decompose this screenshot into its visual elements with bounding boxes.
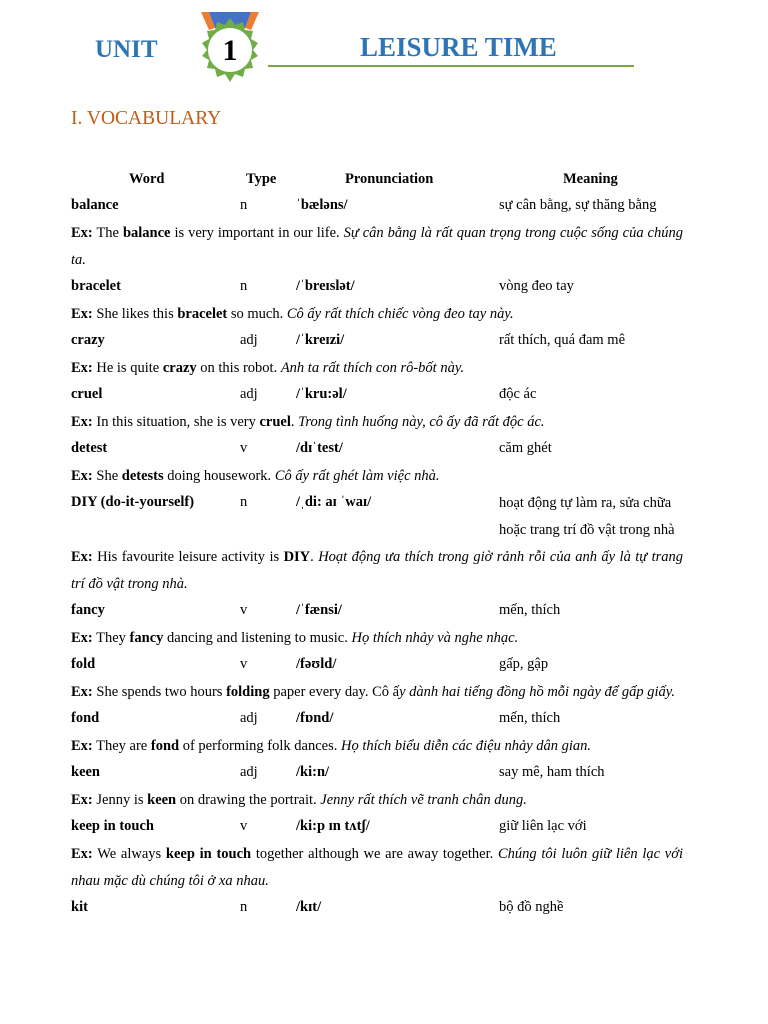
example-translation: y dành hai tiếng đồng hồ mỗi ngày để gấp giấy. <box>399 684 675 700</box>
type-cell: n <box>240 278 248 294</box>
example-sentence <box>71 544 683 598</box>
example-keyword: keen <box>147 792 177 808</box>
vocab-row <box>71 652 683 679</box>
example-label: Ex: <box>71 846 93 862</box>
example-sentence <box>71 355 683 382</box>
pronunciation-cell: /fɒnd/ <box>296 710 334 726</box>
type-cell: adj <box>240 386 258 402</box>
meaning-cell: bộ đồ nghề <box>499 899 564 915</box>
example-translation: Anh ta rất thích con rô-bốt này. <box>280 360 465 376</box>
example-sentence <box>71 220 683 274</box>
word-cell: cruel <box>71 386 103 402</box>
unit-number: 1 <box>222 34 238 67</box>
vocab-row <box>71 490 683 544</box>
word-cell: detest <box>71 440 108 456</box>
example-label: Ex: <box>71 792 93 808</box>
example-text-before: They are <box>96 738 151 754</box>
example-keyword: bracelet <box>177 306 228 322</box>
example-label: Ex: <box>71 225 93 241</box>
example-text-before: She <box>96 468 122 484</box>
example-translation: Cô ấy rất ghét làm việc nhà. <box>274 468 440 484</box>
section-heading: I. VOCABULARY <box>71 108 222 129</box>
example-sentence <box>71 409 683 436</box>
pronunciation-cell: /ki:n/ <box>296 764 330 780</box>
example-label: Ex: <box>71 738 93 754</box>
example-keyword: cruel <box>259 414 291 430</box>
vocab-row <box>71 436 683 463</box>
word-cell: fold <box>71 656 96 672</box>
meaning-cell: rất thích, quá đam mê <box>499 332 626 348</box>
meaning-cell: sự cân bằng, sự thăng bằng <box>499 197 657 213</box>
pronunciation-cell: /ˈfænsi/ <box>296 602 342 618</box>
type-cell: n <box>240 197 248 213</box>
vocab-row <box>71 598 683 625</box>
example-text-after: dancing and listening to music. <box>163 630 352 646</box>
unit-label: UNIT <box>95 36 158 63</box>
example-label: Ex: <box>71 684 93 700</box>
example-translation: Hoạt động ưa thích trong giờ rảnh rỗi của anh ấy là tự trang trí đồ vật trong nhà. <box>71 549 684 592</box>
example-translation: Cô ấy rất thích chiếc vòng đeo tay này. <box>286 306 514 322</box>
example-translation: Họ thích nhảy và nghe nhạc. <box>351 630 519 646</box>
pronunciation-cell: /ki:p ɪn tʌtʃ/ <box>296 818 370 834</box>
example-text-before: He is quite <box>96 360 163 376</box>
example-text-after: paper every day. Cô ấ <box>269 684 400 700</box>
pronunciation-cell: ˈbæləns/ <box>296 197 348 213</box>
vocab-row <box>71 382 683 409</box>
example-translation: Sự cân bằng là rất quan trọng trong cuộc sống của chúng ta. <box>71 225 683 268</box>
example-keyword: crazy <box>162 360 197 376</box>
vocab-row <box>71 895 683 922</box>
type-cell: adj <box>240 710 258 726</box>
title-underline <box>268 65 634 67</box>
meaning-cell: độc ác <box>499 386 537 402</box>
pronunciation-cell: /ˈkreɪzi/ <box>296 332 345 348</box>
vocab-row <box>71 706 683 733</box>
meaning-cell: say mê, ham thích <box>499 764 605 780</box>
example-translation: Họ thích biểu diễn các điệu nhảy dân gian. <box>340 738 592 754</box>
unit-badge <box>187 12 273 88</box>
example-text-after: of performing folk dances. <box>179 738 341 754</box>
pronunciation-cell: /ˈkru:əl/ <box>296 386 347 402</box>
word-cell: kit <box>71 899 88 915</box>
word-cell: DIY (do-it-yourself) <box>71 494 195 510</box>
example-text-after: on drawing the portrait. <box>176 792 321 808</box>
pronunciation-cell: /ˌdi: aɪ ˈwaɪ/ <box>296 494 372 510</box>
header-meaning: Meaning <box>563 171 618 187</box>
example-keyword: fond <box>150 738 180 754</box>
pronunciation-cell: /dɪˈtest/ <box>296 440 343 456</box>
vocab-row <box>71 814 683 841</box>
example-text-before: She likes this <box>96 306 178 322</box>
example-text-after: together although we are away together. <box>251 846 498 862</box>
word-cell: bracelet <box>71 278 121 294</box>
vocab-row <box>71 193 683 220</box>
example-text-before: The <box>96 225 123 241</box>
example-text-before: Jenny is <box>96 792 148 808</box>
meaning-cell: mến, thích <box>499 602 561 618</box>
example-label: Ex: <box>71 306 93 322</box>
example-sentence <box>71 301 683 328</box>
example-label: Ex: <box>71 360 93 376</box>
example-sentence <box>71 733 683 760</box>
word-cell: keen <box>71 764 100 780</box>
word-cell: fond <box>71 710 100 726</box>
example-text-before: In this situation, she is very <box>96 414 260 430</box>
example-text-before: His favourite leisure activity is <box>97 549 284 565</box>
example-label: Ex: <box>71 549 93 565</box>
example-keyword: balance <box>122 225 171 241</box>
pronunciation-cell: /fəʊld/ <box>296 656 337 672</box>
example-sentence <box>71 463 683 490</box>
example-sentence <box>71 679 683 706</box>
example-sentence <box>71 625 683 652</box>
unit-title: LEISURE TIME <box>360 32 557 62</box>
example-text-before: We always <box>97 846 166 862</box>
meaning-cell: hoạt động tự làm ra, sửa chữa hoặc trang trí đồ vật trong nhà <box>499 495 675 538</box>
meaning-cell: căm ghét <box>499 440 552 456</box>
example-sentence <box>71 787 683 814</box>
type-cell: adj <box>240 764 258 780</box>
example-sentence <box>71 841 683 895</box>
word-cell: fancy <box>71 602 105 618</box>
example-translation: Trong tình huống này, cô ấy đã rất độc ác. <box>298 414 545 430</box>
header-pronunciation: Pronunciation <box>345 171 434 187</box>
example-text-after: . <box>290 414 299 430</box>
type-cell: v <box>240 440 248 456</box>
type-cell: adj <box>240 332 258 348</box>
example-keyword: DIY <box>283 549 311 565</box>
meaning-cell: mến, thích <box>499 710 561 726</box>
header-word: Word <box>129 171 165 187</box>
example-keyword: detests <box>121 468 164 484</box>
type-cell: v <box>240 602 248 618</box>
type-cell: v <box>240 818 248 834</box>
unit-header <box>0 0 768 90</box>
example-translation: Chúng tôi luôn giữ liên lạc với nhau mặc dù chúng tôi ở xa nhau. <box>71 846 683 889</box>
header-type: Type <box>246 171 277 187</box>
pronunciation-cell: /ˈbreɪslət/ <box>296 278 355 294</box>
type-cell: n <box>240 899 248 915</box>
example-label: Ex: <box>71 468 93 484</box>
example-text-before: They <box>96 630 130 646</box>
example-label: Ex: <box>71 630 93 646</box>
table-header-row <box>71 168 683 193</box>
type-cell: n <box>240 494 248 510</box>
example-keyword: folding <box>226 684 270 700</box>
vocabulary-table <box>71 168 683 922</box>
example-text-after: doing housework. <box>163 468 275 484</box>
pronunciation-cell: /kɪt/ <box>296 899 322 915</box>
vocab-row <box>71 328 683 355</box>
example-text-after: so much. <box>227 306 287 322</box>
word-cell: balance <box>71 197 119 213</box>
meaning-cell: gấp, gập <box>499 656 549 672</box>
vocab-row <box>71 760 683 787</box>
example-keyword: keep in touch <box>165 846 252 862</box>
example-text-after: on this robot. <box>196 360 281 376</box>
example-keyword: fancy <box>129 630 164 646</box>
word-cell: crazy <box>71 332 105 348</box>
vocab-row <box>71 274 683 301</box>
example-text-after: is very important in our life. <box>170 225 344 241</box>
example-label: Ex: <box>71 414 93 430</box>
type-cell: v <box>240 656 248 672</box>
meaning-cell: vòng đeo tay <box>499 278 574 294</box>
word-cell: keep in touch <box>71 818 154 834</box>
meaning-cell: giữ liên lạc với <box>499 818 587 834</box>
example-text-before: She spends two hours <box>96 684 227 700</box>
example-text-after: . <box>310 549 319 565</box>
example-translation: Jenny rất thích vẽ tranh chân dung. <box>320 792 527 808</box>
